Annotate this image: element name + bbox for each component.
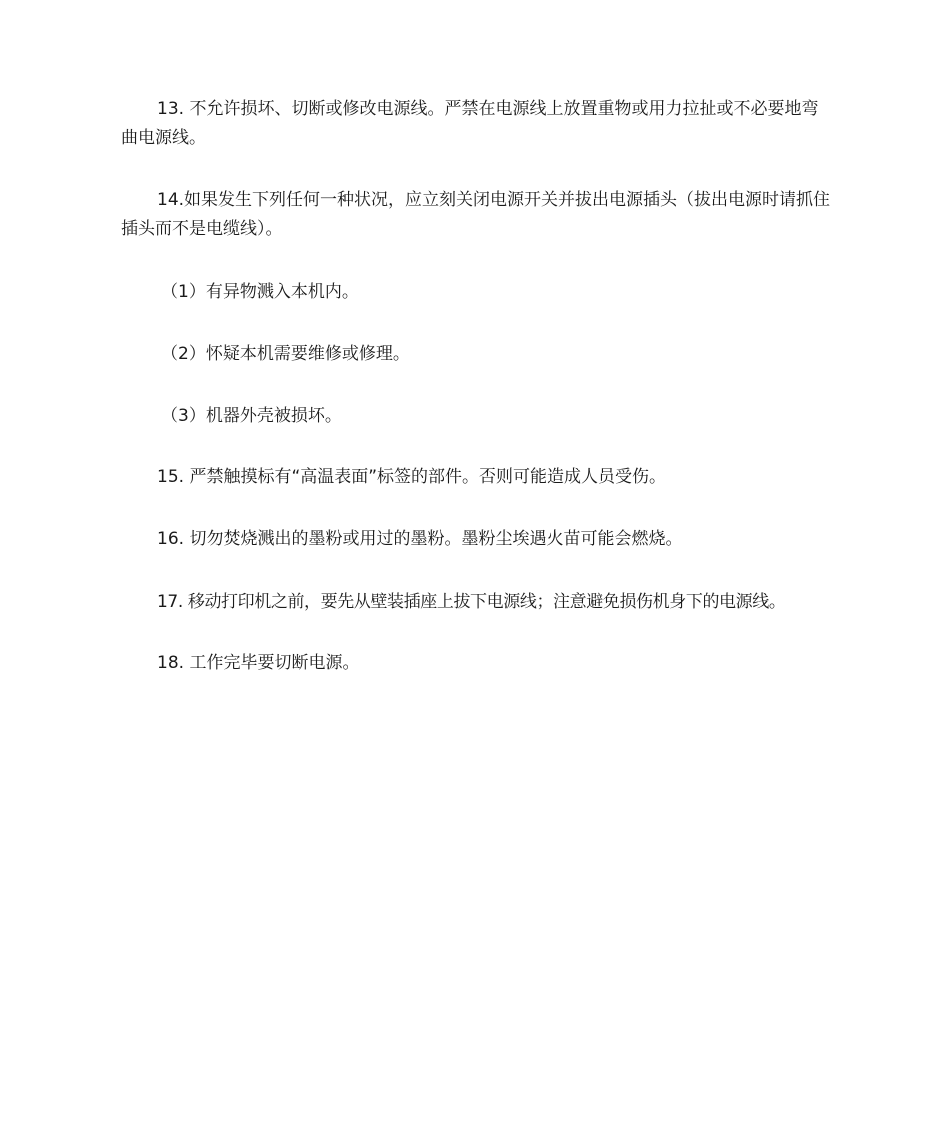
paragraph-text: 18. 工作完毕要切断电源。 bbox=[157, 653, 360, 673]
paragraph-item-16 bbox=[121, 525, 833, 554]
sub-item-text: （1）有异物溅入本机内。 bbox=[161, 282, 359, 302]
paragraph-item-14 bbox=[121, 186, 833, 244]
paragraph-item-15 bbox=[121, 463, 833, 492]
paragraph-text: 15. 严禁触摸标有“高温表面”标签的部件。否则可能造成人员受伤。 bbox=[157, 467, 667, 487]
paragraph-text: 13. 不允许损坏、切断或修改电源线。严禁在电源线上放置重物或用力拉扯或不必要地弯曲电源线。 bbox=[121, 99, 819, 148]
sub-item-text: （3）机器外壳被损坏。 bbox=[161, 406, 342, 426]
paragraph-text: 16. 切勿焚烧溅出的墨粉或用过的墨粉。墨粉尘埃遇火苗可能会燃烧。 bbox=[157, 529, 683, 549]
sub-item-text: （2）怀疑本机需要维修或修理。 bbox=[161, 344, 410, 364]
paragraph-text: 17. 移动打印机之前，要先从壁装插座上拔下电源线；注意避免损伤机身下的电源线。 bbox=[157, 592, 786, 612]
paragraph-item-13 bbox=[121, 95, 833, 153]
sub-item-2 bbox=[161, 340, 821, 369]
sub-item-1 bbox=[161, 278, 821, 307]
sub-item-3 bbox=[161, 402, 821, 431]
paragraph-item-18 bbox=[121, 649, 833, 678]
paragraph-item-17 bbox=[121, 588, 833, 617]
paragraph-text: 14.如果发生下列任何一种状况，应立刻关闭电源开关并拔出电源插头（拔出电源时请抓住插头而不是电缆线）。 bbox=[121, 190, 831, 239]
